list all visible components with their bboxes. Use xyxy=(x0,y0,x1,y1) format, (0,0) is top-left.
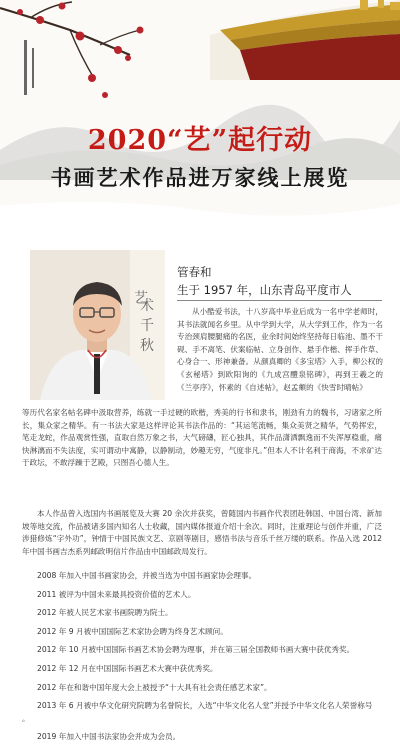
divider xyxy=(177,300,382,301)
svg-text:千: 千 xyxy=(140,318,154,334)
plum-blossom-branch xyxy=(0,0,160,130)
artist-name: 管春和 xyxy=(177,265,212,279)
list-item: 2011 被评为中国未来最具投资价值的艺术人。 xyxy=(37,589,196,599)
palace-roof xyxy=(210,0,400,80)
banner-title: 2020“艺”起行动 xyxy=(87,125,313,156)
list-item: 2012 年在和谐中国年度大会上被授予“十大具有社会责任感艺术家”。 xyxy=(37,682,272,692)
artist-photo xyxy=(30,250,165,400)
list-item: 2008 年加入中国书画家协会，并被当选为中国书画家协会理事。 xyxy=(37,571,257,580)
bio-paragraph-3: 本人作品曾入选国内书画展览及大赛 20 余次并获奖，曾随国内书画作代表团赴韩国、中国台湾、新加坡等地交流，作品被诸多国内知名人士收藏，国内媒体报道介绍十余次。同时，注重理论与创作并重，广泛涉猎修炼“字外功”，钟情于中国民族文艺、京剧等剧目，感悟书法与音乐千丝万缕的联系。作品入选 2012 年中国书画吉杰系列邮政明信片作品由中国邮政局发行。 xyxy=(22,509,382,556)
list-item: 2012 年 12 月在中国国际书画艺术大赛中获优秀奖。 xyxy=(37,663,218,673)
list-item: 2013 年 6 月被中华文化研究院聘为名誉院长，入选“中华文化名人堂”并授予中华文化名人荣誉称号 。 xyxy=(22,701,373,723)
svg-text:艺: 艺 xyxy=(132,290,148,304)
bio-paragraph-2: 等历代名家名帖名碑中汲取营养，练就一手过硬的欧楷，秀美的行书和隶书，刚劲有力的魏书，习诸家之所长，集众家之精华。有一书法大家是这样评论其书法作品的：“其运笔流畅，集众美贤之精华，气势挥宏，笔走龙蛇，作品观赏性强，直取自然万象之书，大气磅礴，匠心独具，其作品潇洒飘逸而不失浑厚稳重，痛快淋漓而不失法度，实可谓动中寓静，以静制动，妙趣无穷，气度非凡。”但本人不计名利于商海，不求矿达于政坛，不敢浮躁于艺殿，只图吾心德人生。 xyxy=(22,408,382,468)
svg-text:术: 术 xyxy=(140,298,154,314)
list-item: 2012 年 9 月被中国国际艺术家协会聘为终身艺术顾问。 xyxy=(37,626,228,636)
achievements-list xyxy=(22,570,382,750)
svg-text:秋: 秋 xyxy=(140,338,154,354)
artist-birth: 生于 1957 年，山东青岛平度市人 xyxy=(177,283,352,297)
list-item: 2019 年加入中国书法家协会并成为会员。 xyxy=(37,732,181,742)
banner-subtitle: 书画艺术作品进万家线上展览 xyxy=(50,166,350,190)
bio-paragraph-1: 从小酷爱书法，十八岁高中毕业后成为一名中学老师时，其书法就闻名乡里。从中学到大学，从大学到工作，作为一名专治颈肩腰腿痛的名医，业余时间始终坚持每日临池、墨不干砚、手不离笔、伏案临帖、立身创作、悬手作楷、挥手作草、心身合一、形神兼备。从颜真卿的《多宝塔》入手，柳公权的《玄秘塔》到欧阳询的《九成宫醴泉铭碑》，再到王羲之的《兰亭序》，怀素的《自述帖》，赵孟頫的《快雪时晴帖》 xyxy=(177,307,383,392)
banner xyxy=(0,0,400,230)
mist-wash xyxy=(0,196,400,230)
list-item: 2012 年 10 月被中国国际书画艺术协会聘为理事，并在第三届全国教师书画大赛中获优秀奖。 xyxy=(37,645,355,655)
list-item: 2012 年被人民艺术家书画院聘为院士。 xyxy=(37,608,173,618)
